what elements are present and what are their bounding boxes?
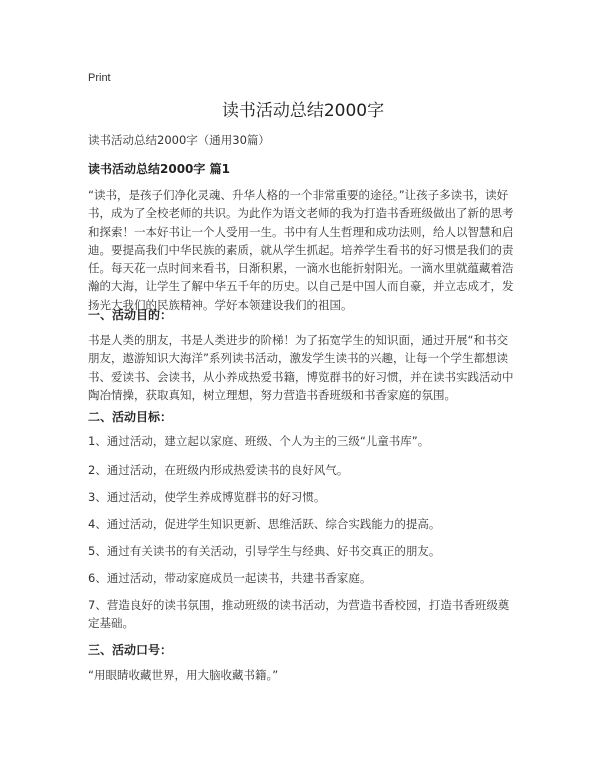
goal-item: 3、通过活动，使学生养成博览群书的好习惯。 — [88, 490, 326, 504]
goal-item: 2、通过活动，在班级内形成热爱读书的良好风气。 — [88, 463, 349, 477]
intro-paragraph: “读书，是孩子们净化灵魂、升华人格的一个非常重要的途径。”让孩子多读书，读好书，成为了全校老师的共识。为此作为语文老师的我为打造书香班级做出了新的思考和探索！一本好书让一个人受用一生。书中有人生哲理和成功法则，给人以智慧和启迪。要提高我们中华民族的素质，就从学生抓起。培养学生看书的好习惯是我们的责任。每天花一点时间来看书，日渐积累，一滴水也能折射阳光。一滴水里就蕴藏着浩瀚的大海，让学生了解中华五千年的历史。以自己是中国人而自豪，并立志成才，发扬光大我们的民族精神。学好本领建设我们的祖国。 — [88, 188, 514, 312]
section-heading: 读书活动总结2000字 篇1 — [88, 162, 230, 176]
goal-item: 6、通过活动，带动家庭成员一起读书，共建书香家庭。 — [88, 571, 372, 585]
purpose-heading: 一、活动目的： — [88, 308, 173, 322]
purpose-paragraph: 书是人类的朋友，书是人类进步的阶梯！为了拓宽学生的知识面，通过开展“和书交朋友，遨游知识大海洋”系列读书活动，激发学生读书的兴趣，让每一个学生都想读书、爱读书、会读书，从小养成热爱书籍，博览群书的好习惯，并在读书实践活动中陶冶情操，获取真知，树立理想，努力营造书香班级和书香家庭的氛围。 — [88, 333, 514, 402]
print-link[interactable]: Print — [88, 72, 111, 84]
goal-item: 4、通过活动，促进学生知识更新、思维活跃、综合实践能力的提高。 — [88, 517, 441, 531]
slogan-text: “用眼睛收藏世界，用大脑收藏书籍。” — [88, 668, 279, 682]
goal-item: 5、通过有关读书的有关活动，引导学生与经典、好书交真正的朋友。 — [88, 544, 441, 558]
goal-item: 1、通过活动，建立起以家庭、班级、个人为主的三级“儿童书库”。 — [88, 434, 430, 448]
page-title: 读书活动总结2000字 — [221, 101, 385, 121]
goal-item: 7、营造良好的读书氛围，推动班级的读书活动，为营造书香校园，打造书香班级奠定基础。 — [88, 598, 510, 630]
slogan-heading: 三、活动口号： — [88, 643, 173, 657]
goals-heading: 二、活动目标： — [88, 410, 173, 424]
document-subtitle: 读书活动总结2000字（通用30篇） — [88, 133, 270, 147]
